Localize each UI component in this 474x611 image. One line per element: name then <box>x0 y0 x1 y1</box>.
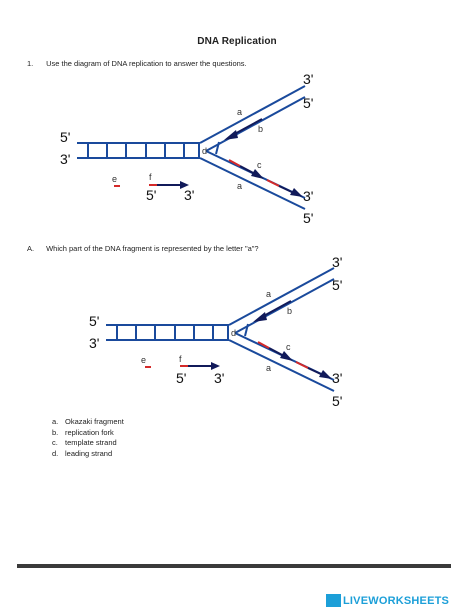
option-text: replication fork <box>65 427 114 437</box>
page-title: DNA Replication <box>197 36 277 47</box>
diagram-2-parent-duplex <box>106 325 229 340</box>
diagram-2-arrow-b <box>253 301 291 322</box>
label-e: e <box>141 355 147 365</box>
diagram-1-upper-strands <box>200 86 305 151</box>
answer-option-d[interactable] <box>52 449 124 460</box>
label-3-prime: 3' <box>332 254 343 270</box>
label-5-prime: 5' <box>89 313 100 329</box>
label-5-prime: 5' <box>303 95 314 111</box>
option-letter: d. <box>52 448 59 458</box>
liveworksheets-logo-icon <box>326 594 341 607</box>
label-c: c <box>286 342 291 352</box>
question-a-number: A. <box>27 244 35 253</box>
diagram-1-lower-strands <box>200 151 305 209</box>
label-a: a <box>237 107 243 117</box>
label-3-prime: 3' <box>184 187 195 203</box>
diagram-1-parent-duplex <box>77 143 200 158</box>
label-d: d <box>231 328 237 338</box>
option-letter: a. <box>52 417 59 426</box>
label-b: b <box>287 306 293 316</box>
answer-options <box>52 417 124 459</box>
label-5-prime: 5' <box>176 370 187 386</box>
label-a: a <box>237 181 243 191</box>
answer-option-a[interactable] <box>52 417 124 428</box>
label-5-prime: 5' <box>332 277 343 293</box>
diagram-1-arrow-a <box>267 180 303 197</box>
diagram-2-arrow-a <box>296 362 332 379</box>
label-3-prime: 3' <box>60 151 71 167</box>
diagram-2-upper-strands <box>229 268 334 333</box>
label-5-prime: 5' <box>146 187 157 203</box>
question-1-number: 1. <box>27 59 34 68</box>
option-letter: c. <box>52 438 58 447</box>
label-f: f <box>149 172 152 182</box>
footer-divider <box>17 564 451 568</box>
answer-option-b[interactable] <box>52 428 124 439</box>
label-c: c <box>257 160 262 170</box>
label-5-prime: 5' <box>303 210 314 226</box>
label-e: e <box>112 174 118 184</box>
option-letter: b. <box>52 427 59 437</box>
label-f: f <box>179 354 182 364</box>
label-3-prime: 3' <box>89 335 100 351</box>
dna-replication-diagram-2 <box>0 252 474 412</box>
option-text: leading strand <box>65 448 113 458</box>
logo-text: LIVEWORKSHEETS <box>343 594 450 607</box>
label-3-prime: 3' <box>214 370 225 386</box>
label-b: b <box>258 124 264 134</box>
question-1 <box>27 59 247 68</box>
label-a: a <box>266 289 272 299</box>
label-a: a <box>266 363 272 373</box>
label-5-prime: 5' <box>332 393 343 409</box>
diagram-2-arrow-f <box>180 362 220 370</box>
dna-replication-diagram-1 <box>0 70 474 235</box>
label-3-prime: 3' <box>303 188 314 204</box>
liveworksheets-logo <box>326 594 449 607</box>
label-d: d <box>202 146 208 156</box>
label-3-prime: 3' <box>332 370 343 386</box>
diagram-2-lower-strands <box>229 333 334 391</box>
answer-option-c[interactable] <box>52 438 124 449</box>
question-a-text: Which part of the DNA fragment is represented by the letter "a"? <box>46 244 259 253</box>
question-1-text: Use the diagram of DNA replication to answer the questions. <box>46 59 247 68</box>
diagram-1-arrow-b <box>224 119 262 140</box>
label-3-prime: 3' <box>303 71 314 87</box>
option-text: template strand <box>65 438 117 447</box>
option-text: Okazaki fragment <box>65 417 124 426</box>
label-5-prime: 5' <box>60 129 71 145</box>
